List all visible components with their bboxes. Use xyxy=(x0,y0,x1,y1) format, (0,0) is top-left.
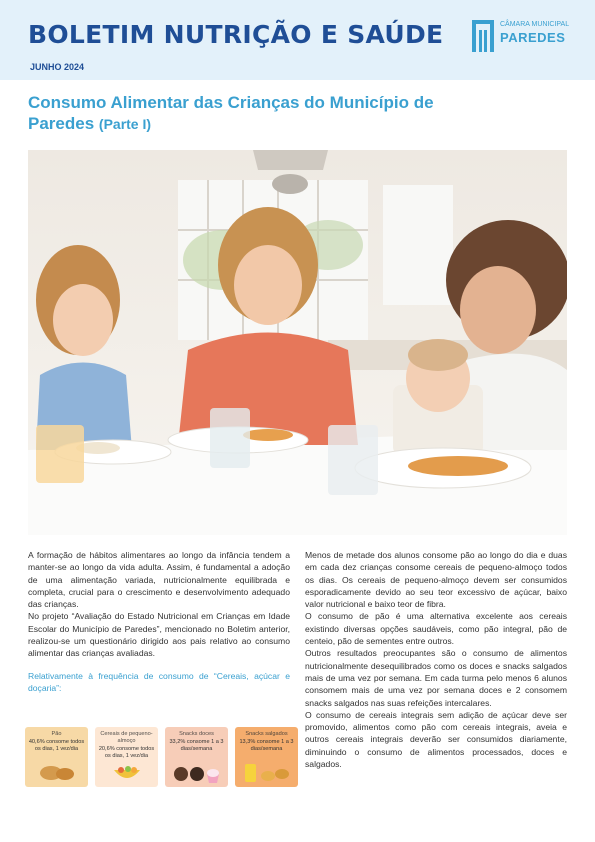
cereal-frequency-heading: Relativamente à frequência de consumo de “Cereais, açúcar e doçaria”: xyxy=(28,670,290,693)
card-stat: 20,6% consome todos os dias, 1 vez/dia xyxy=(98,746,155,759)
project-paragraph: No projeto “Avaliação do Estado Nutricional em Crianças em Idade Escolar do Município de Paredes”, mencionado no Boletim anterior, realizou-se um questionário dirigido aos pais relativo ao consumo alimentar das crianças avaliadas. xyxy=(28,611,290,659)
card-title: Snacks salgados xyxy=(245,731,288,737)
whole-grains-paragraph: O consumo de cereais integrais sem adição de açúcar deve ser promovido, alimentos como pão com cereais integrais, aveia e outros cereais integrais deverão ser consumidos diariamente, diminuindo o consumo de alimentos processados, doces e salgados. xyxy=(305,709,567,770)
logo-name: PAREDES xyxy=(500,30,566,45)
card-breakfast-cereals xyxy=(95,727,158,787)
article-title-text: Consumo Alimentar das Crianças do Município de Paredes xyxy=(28,93,434,133)
cereal-bowl-icon xyxy=(112,764,142,784)
intro-paragraph: A formação de hábitos alimentares ao longo da infância tendem a manter-se ao longo da vida adulta. Assim, é fundamental a adoção de uma alimentação variada, nutricionalmente equilibrada e completa, crucial para o crescimento e desenvolvimento adequado das crianças. xyxy=(28,550,290,610)
left-column xyxy=(28,549,290,694)
article-title xyxy=(28,92,468,135)
sweets-icon xyxy=(172,762,222,784)
card-title: Cereais de pequeno-almoço xyxy=(100,731,153,744)
municipality-emblem-icon xyxy=(470,18,496,54)
card-stat: 40,6% consome todos os dias, 1 vez/dia xyxy=(28,739,85,752)
logo-subtitle: CÂMARA MUNICIPAL xyxy=(500,21,570,28)
card-sweet-snacks xyxy=(165,727,228,787)
chips-icon xyxy=(242,762,292,784)
card-title: Pão xyxy=(51,731,62,737)
bread-consumption-paragraph: Menos de metade dos alunos consome pão ao longo do dia e duas em cada dez crianças consome cereais de pequeno-almoço todos os dias. Os cereais de pequeno-almoço devem ser consumidos esporadicamente devido ao seu teor excessivo de açúcar, baixo valor nutricional e baixo teor de fibra. xyxy=(305,550,567,610)
header-band xyxy=(0,0,595,80)
card-stat: 13,3% consome 1 a 3 dias/semana xyxy=(239,739,294,752)
issue-date: JUNHO 2024 xyxy=(30,62,85,72)
bread-alternatives-paragraph: O consumo de pão é uma alternativa excelente aos cereais existindo diversas opções saudáveis, como pão integral, pão de centeio, pão de sementes entre outros. xyxy=(305,611,567,647)
bread-icon xyxy=(37,761,77,783)
municipality-logo xyxy=(470,18,570,58)
family-meal-illustration xyxy=(28,150,567,535)
consumption-cards xyxy=(25,727,300,787)
family-meal-photo xyxy=(28,150,567,535)
card-bread xyxy=(25,727,88,787)
newsletter-title: BOLETIM NUTRIÇÃO E SAÚDE xyxy=(28,20,444,49)
article-part: (Parte I) xyxy=(98,116,152,132)
right-column xyxy=(305,549,567,770)
card-salty-snacks xyxy=(235,727,298,787)
card-title: Snacks doces xyxy=(179,731,214,737)
card-stat: 33,2% consome 1 a 3 dias/semana xyxy=(169,739,224,752)
snacks-paragraph: Outros resultados preocupantes são o consumo de alimentos nutricionalmente desequilibrados como os doces e snacks salgados mais de uma vez por semana. Em cada turma pelo menos 6 alunos consomem mais de uma vez por semana doces e 2 consomem snacks salgados nas suas refeições intercalares. xyxy=(305,648,567,708)
